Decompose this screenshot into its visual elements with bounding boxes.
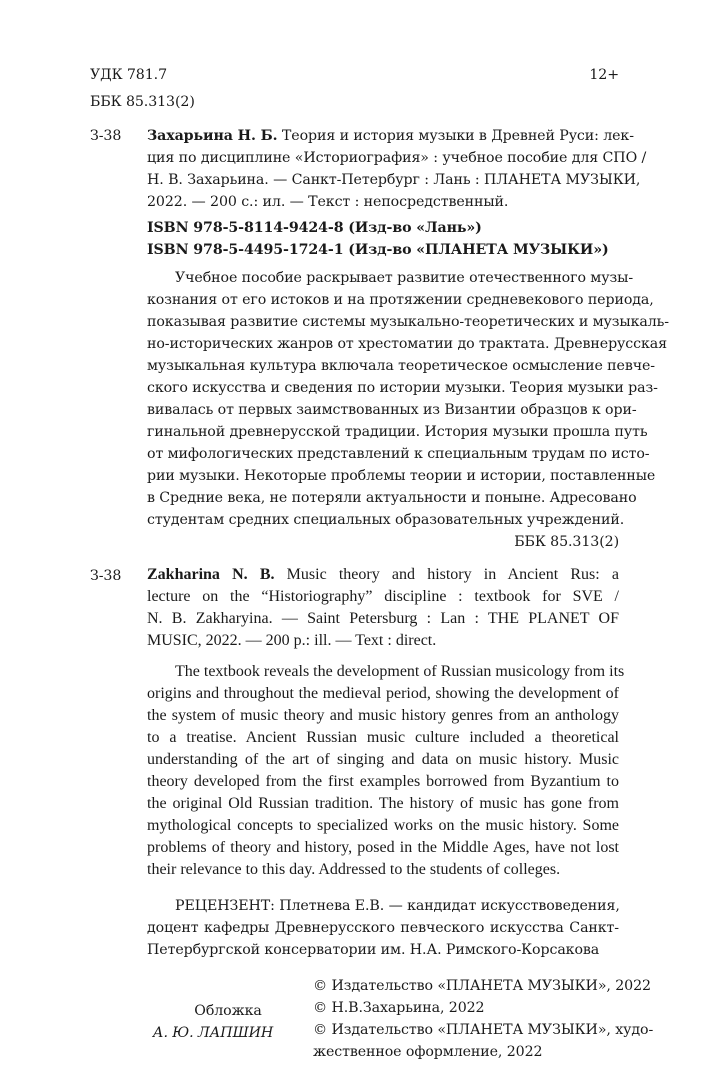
isbn-planeta: ISBN 978-5-4495-1724-1 (Изд-во «ПЛАНЕТА МУЗЫКИ»): [147, 242, 609, 258]
ru-annotation-line: Учебное пособие раскрывает развитие отечественного музы-: [175, 270, 634, 286]
ru-annotation-line: рии музыки. Некоторые проблемы теории и истории, поставленные: [147, 468, 656, 484]
ru-entry-line-2: ция по дисциплине «Историография» : учебное пособие для СПО /: [147, 150, 647, 166]
ru-entry-line-4: 2022. — 200 с.: ил. — Текст : непосредственный.: [147, 194, 509, 210]
ru-annotation-line: музыкальная культура включала теоретическое осмысление певче-: [147, 358, 655, 374]
en-annotation-line: theory developed from the first examples borrowed from Byzantium to: [147, 773, 619, 790]
bbk-code: ББК 85.313(2): [90, 94, 195, 110]
isbn-lan: ISBN 978-5-8114-9424-8 (Изд-во «Лань»): [147, 220, 482, 236]
en-annotation-line: problems of theory and history, posed in the Middle Ages, have not lost: [147, 839, 619, 856]
copyright-line: © Издательство «ПЛАНЕТА МУЗЫКИ», худо-: [313, 1022, 654, 1038]
reviewer-line: РЕЦЕНЗЕНТ: Плетнева Е.В. — кандидат искусствоведения,: [175, 898, 620, 914]
ru-annotation-line: от мифологических представлений к специальным трудам по исто-: [147, 446, 650, 462]
cover-label: Обложка: [194, 1003, 262, 1019]
en-annotation-line: The textbook reveals the development of Russian musicology from its: [175, 663, 625, 680]
ru-annotation-line: кознания от его истоков и на протяжении средневекового периода,: [147, 292, 654, 308]
en-annotation-line: mythological concepts to specialized works on the music history. Some: [147, 817, 619, 834]
copyright-line: © Н.В.Захарьина, 2022: [313, 1000, 485, 1016]
en-entry-line-2: lecture on the “Historiography” discipline : textbook for SVE /: [147, 588, 619, 605]
cover-artist: А. Ю. ЛАПШИН: [152, 1025, 274, 1041]
en-annotation-line: origins and throughout the medieval period, showing the development of: [147, 685, 619, 702]
ru-annotation-line: студентам средних специальных образовательных учреждений.: [147, 512, 625, 528]
en-entry-line-3: N. B. Zakharyina. — Saint Petersburg : Lan : THE PLANET OF: [147, 610, 619, 627]
ru-annotation-line: гинальной древнерусской традиции. История музыки прошла путь: [147, 424, 648, 440]
ru-entry-code: З-38: [90, 128, 122, 144]
copyright-line: © Издательство «ПЛАНЕТА МУЗЫКИ», 2022: [313, 978, 651, 994]
ru-entry-author: Захарьина Н. Б.: [147, 128, 278, 144]
reviewer-line: Петербургской консерватории им. Н.А. Римского-Корсакова: [147, 942, 600, 958]
en-annotation-line: to a treatise. Ancient Russian music culture included a theoretical: [147, 729, 619, 746]
ru-entry-line-3: Н. В. Захарьина. — Санкт-Петербург : Лань : ПЛАНЕТА МУЗЫКИ,: [147, 172, 641, 188]
en-annotation-line: the system of music theory and music history genres from an anthology: [147, 707, 619, 724]
ru-annotation-line: показывая развитие системы музыкально-теоретических и музыкаль-: [147, 314, 669, 330]
en-annotation-line: their relevance to this day. Addressed to the students of colleges.: [147, 861, 561, 878]
en-entry-author: Zakharina N. B.: [147, 566, 275, 583]
ru-annotation-line: но-исторических жанров от хрестоматии до трактата. Древнерусская: [147, 336, 667, 352]
ru-bbk-footer: ББК 85.313(2): [514, 534, 619, 550]
ru-annotation-line: в Средние века, не потеряли актуальности и поныне. Адресовано: [147, 490, 637, 506]
ru-annotation-line: вивалась от первых заимствованных из Византии образцов к ори-: [147, 402, 637, 418]
ru-annotation-line: ского искусства и сведения по истории музыки. Теория музыки раз-: [147, 380, 658, 396]
reviewer-line: доцент кафедры Древнерусского певческого искусства Санкт-: [147, 920, 619, 936]
en-entry-line-1: Zakharina N. B. Music theory and history in Ancient Rus: a: [147, 566, 620, 583]
udk-code: УДК 781.7: [90, 67, 167, 83]
ru-entry-line-1: Захарьина Н. Б. Теория и история музыки в Древней Руси: лек-: [147, 128, 634, 144]
copyright-line: жественное оформление, 2022: [313, 1044, 543, 1060]
en-entry-code: З-38: [90, 568, 122, 584]
en-annotation-line: understanding of the art of singing and data on music history. Music: [147, 751, 619, 768]
en-annotation-line: the original Old Russian tradition. The history of music has gone from: [147, 795, 619, 812]
en-entry-line-4: MUSIC, 2022. — 200 p.: ill. — Text : direct.: [147, 632, 437, 649]
age-rating: 12+: [589, 67, 619, 83]
